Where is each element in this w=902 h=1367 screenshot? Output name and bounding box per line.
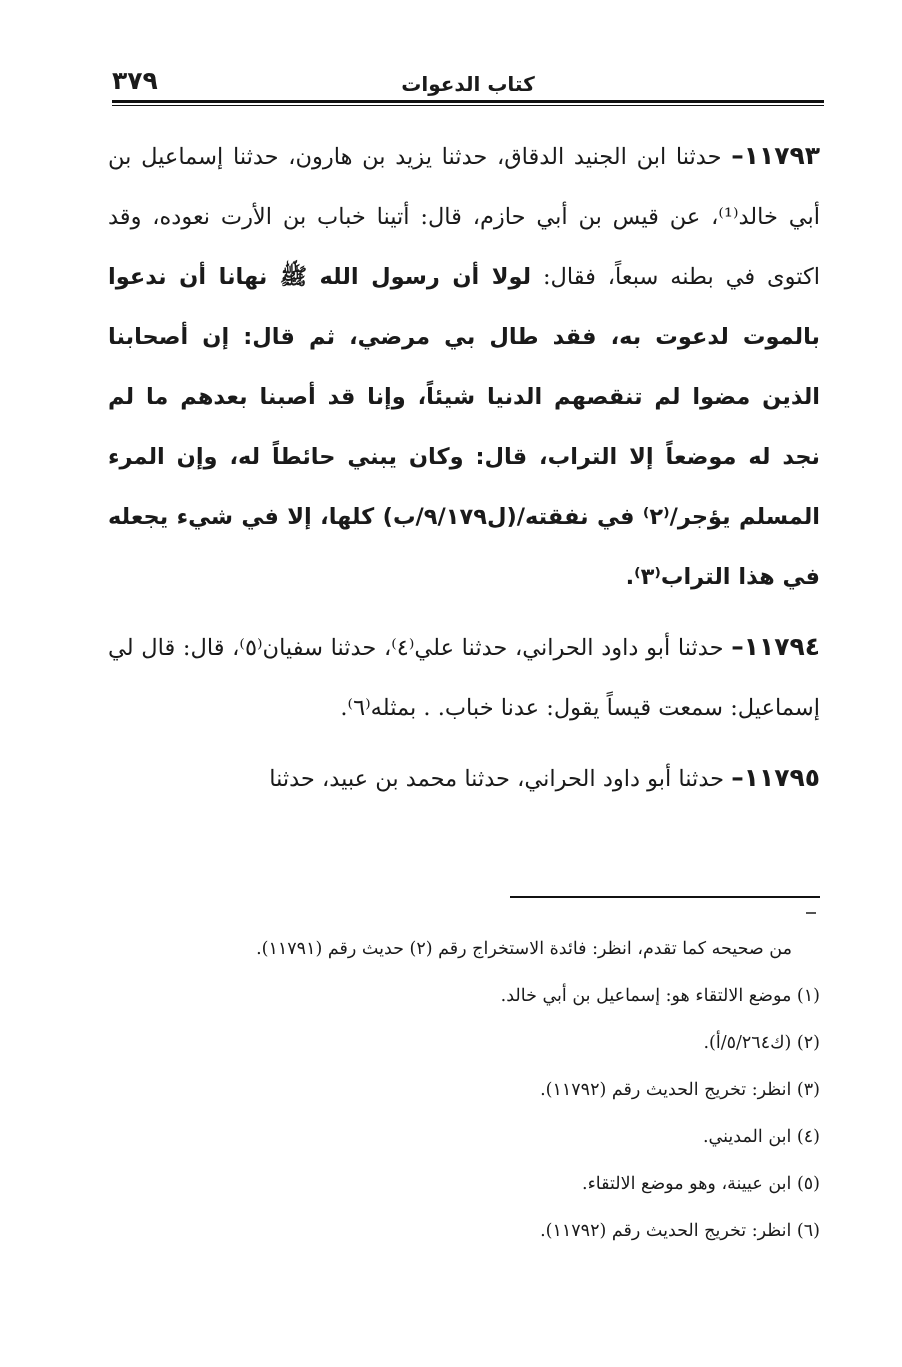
hadith-number: ١١٧٩٤ [743,632,820,661]
page-number: ٣٧٩ [112,66,158,95]
hadith-number: ١١٧٩٥ [743,763,820,792]
footnote-continuation-mark [806,912,816,914]
hadith-text: حدثنا أبو داود الحراني، حدثنا محمد بن عبيد، حدثنا [269,766,732,792]
hadith-text: حدثنا ابن الجنيد الدقاق، حدثنا يزيد بن هارون، حدثنا إسماعيل بن أبي خالد⁽¹⁾، عن قيس بن أبي حازم، قال: أتينا خباب بن الأرت نعوده، وقد اكتوى في بطنه سبعاً، فقال: [108,144,820,290]
footnote-1: (١) موضع الالتقاء هو: إسماعيل بن أبي خالد. [500,986,820,1006]
footnote-2: (٢) (ك٥/٢٦٤/أ). [703,1033,820,1053]
hadith-11795 [108,748,820,809]
hadith-dash: – [731,763,744,792]
hadith-text: حدثنا أبو داود الحراني، حدثنا علي⁽٤⁾، حدثنا سفيان⁽٥⁾، قال: قال لي إسماعيل: سمعت قيساً يقول: عدنا خباب. . بمثله⁽٦⁾. [108,635,820,721]
hadith-11793 [108,126,820,607]
footnote-continued: من صحيحه كما تقدم، انظر: فائدة الاستخراج رقم (٢) حديث رقم (١١٧٩١). [256,939,792,959]
footnote-4: (٤) ابن المديني. [702,1127,820,1147]
footnote-3: (٣) انظر: تخريج الحديث رقم (١١٧٩٢). [540,1080,820,1100]
chapter-title: كتاب الدعوات [401,72,535,96]
hadith-quote: لولا أن رسول الله ﷺ نهانا أن ندعوا بالموت لدعوت به، فقد طال بي مرضي، ثم قال: إن أصحابنا الذين مضوا لم تنقصهم الدنيا شيئاً، وإنا قد أصبنا بعدهم ما لم نجد له موضعاً إلا التراب، قال: وكان يبني حائطاً له، وإن المرء المسلم يؤجر/⁽٢⁾ في نفقته/(ل٩/١٧٩/ب) كلها، إلا في شيء يجعله في هذا التراب⁽٣⁾. [108,264,820,590]
hadith-dash: – [731,632,744,661]
main-text [108,126,820,819]
header-rule [112,100,824,103]
header-rule-thin [112,105,824,106]
footnote-6: (٦) انظر: تخريج الحديث رقم (١١٧٩٢). [540,1221,820,1241]
footnote-separator [510,896,820,898]
footnotes [170,926,820,1255]
hadith-number: ١١٧٩٣ [743,141,820,170]
hadith-11794 [108,617,820,738]
footnote-5: (٥) ابن عيينة، وهو موضع الالتقاء. [582,1174,820,1194]
running-header [112,58,824,98]
hadith-dash: – [731,141,744,170]
